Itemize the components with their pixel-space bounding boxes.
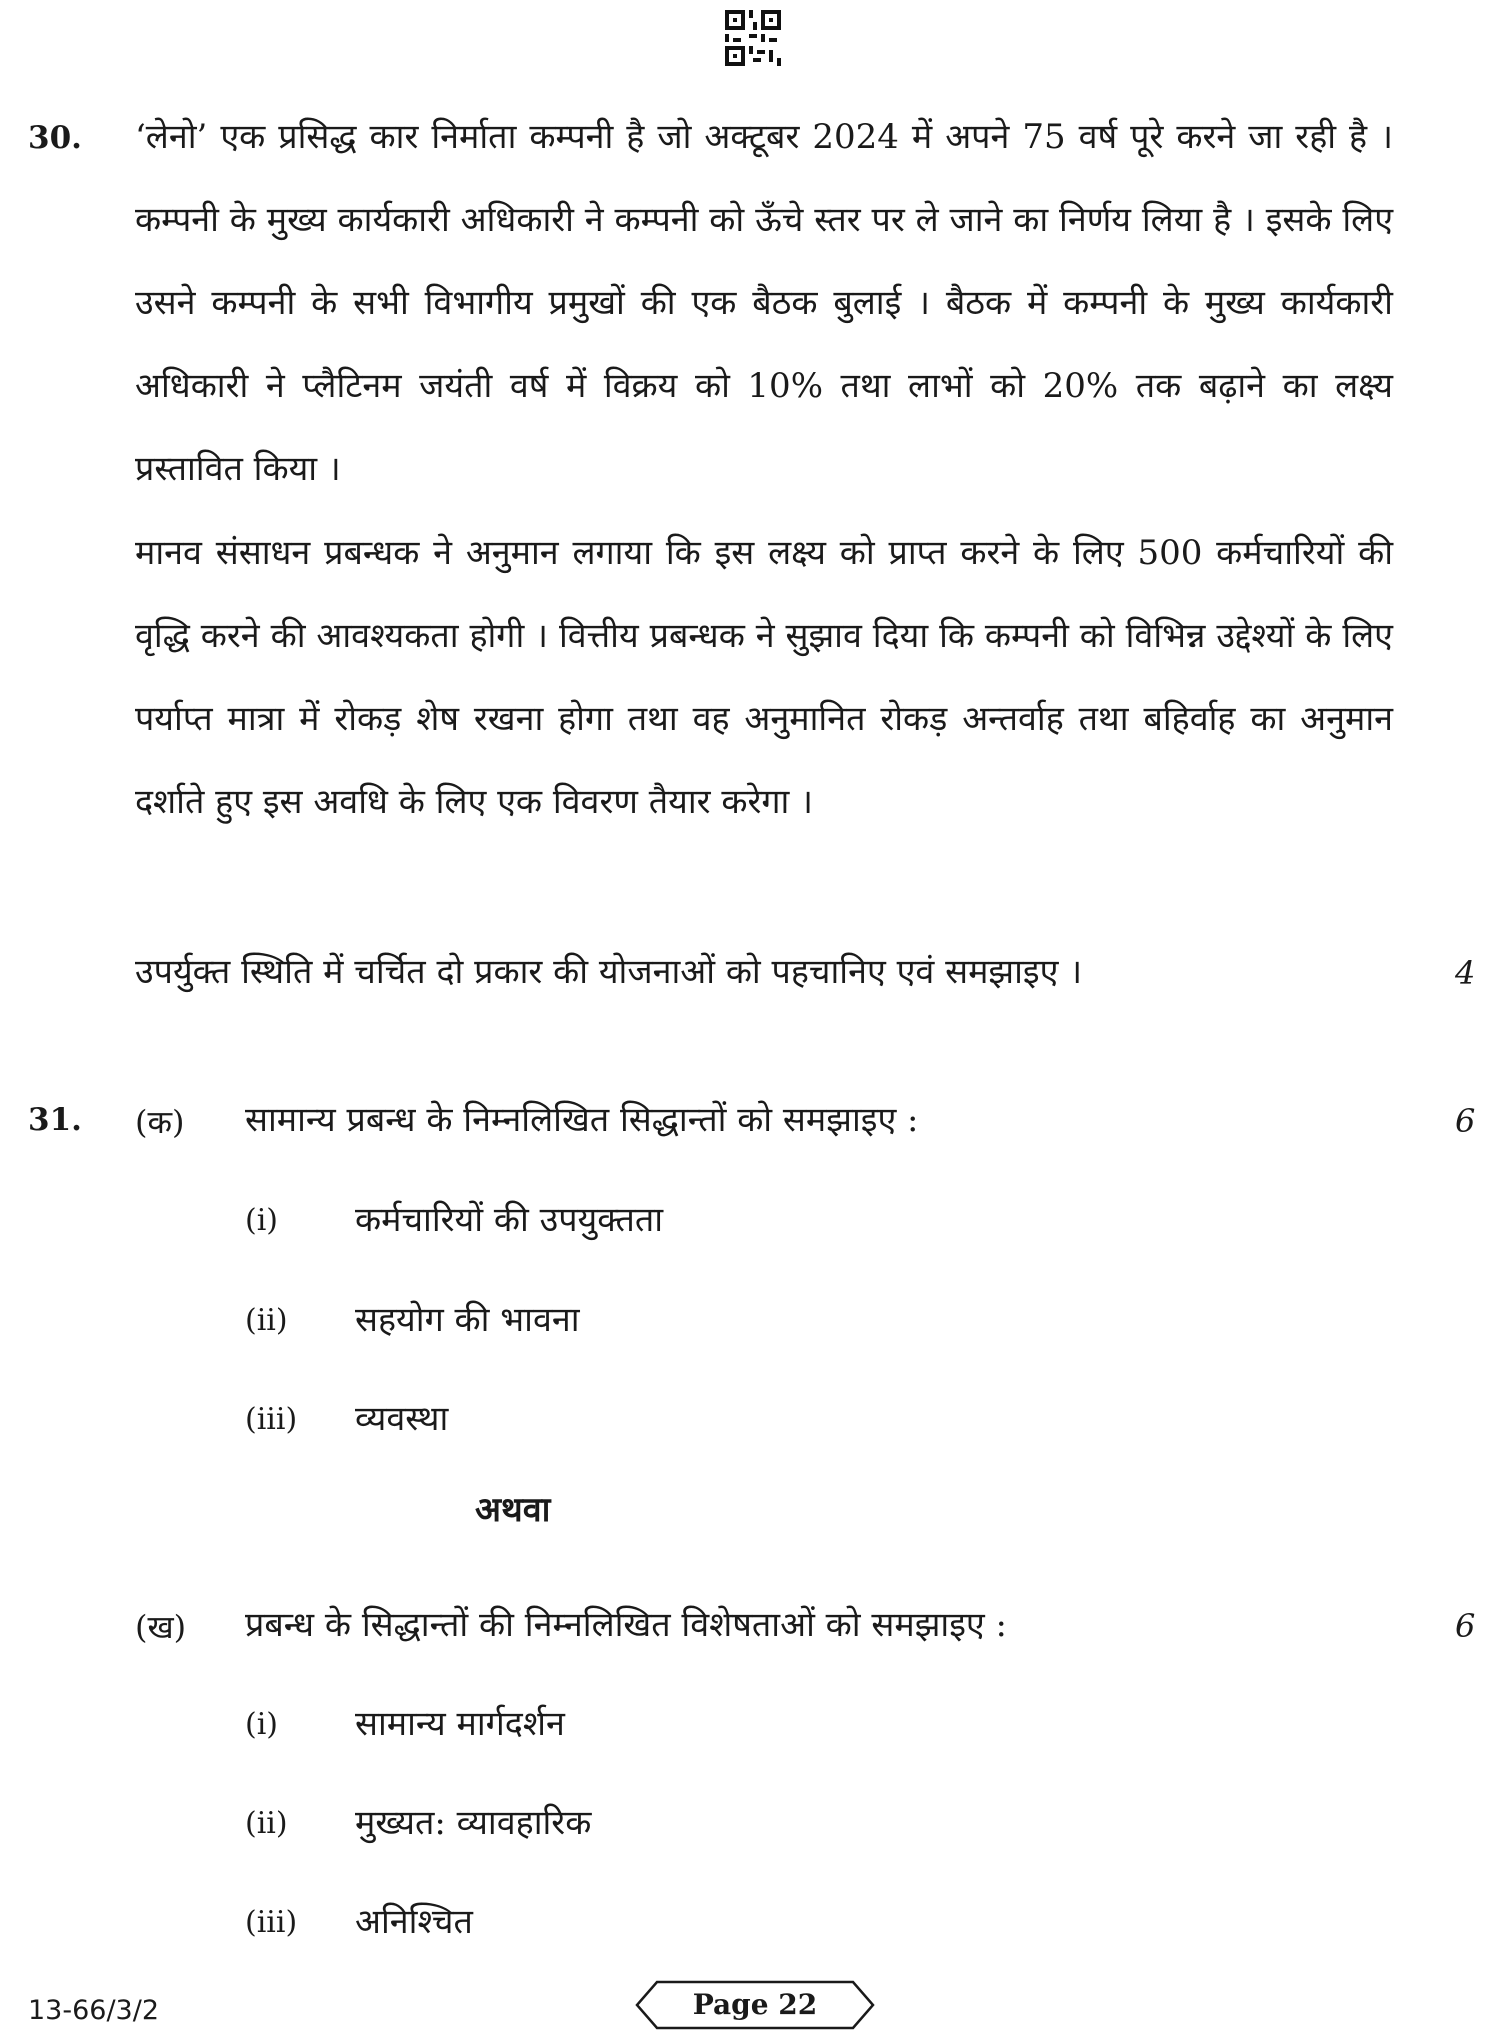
part-a-item-3-text: व्यवस्था	[355, 1399, 449, 1439]
page-number: Page 22	[692, 1988, 818, 2021]
part-b-item-2-number: (ii)	[245, 1806, 288, 1841]
page-number-tag	[635, 1980, 875, 2030]
part-a-item-2-number: (ii)	[245, 1303, 288, 1338]
question-30-paragraph-2: मानव संसाधन प्रबन्धक ने अनुमान लगाया कि इस लक्ष्य को प्राप्त करने के लिए 500 कर्मचारियों की वृद्धि करने की आवश्यकता होगी । वित्तीय प्रबन्धक ने सुझाव दिया कि कम्पनी को विभिन्न उद्देश्यों के लिए पर्याप्त मात्रा में रोकड़ शेष रखना होगा तथा वह अनुमानित रोकड़ अन्तर्वाह तथा बहिर्वाह का अनुमान दर्शाते हुए इस अवधि के लिए एक विवरण तैयार करेगा ।	[135, 533, 1393, 822]
paper-code: 13-66/3/2	[28, 1995, 160, 2026]
part-a-item-2-text: सहयोग की भावना	[355, 1300, 580, 1340]
question-30-prompt: उपर्युक्त स्थिति में चर्चित दो प्रकार की योजनाओं को पहचानिए एवं समझाइए ।	[135, 952, 1083, 992]
part-a-item-3-number: (iii)	[245, 1402, 298, 1437]
part-b-marks: 6	[1455, 1607, 1476, 1645]
part-b-item-1-text: सामान्य मार्गदर्शन	[355, 1704, 565, 1744]
part-a-item-1-text: कर्मचारियों की उपयुक्तता	[355, 1200, 664, 1240]
question-30-paragraph-1: ‘लेनो’ एक प्रसिद्ध कार निर्माता कम्पनी है जो अक्टूबर 2024 में अपने 75 वर्ष पूरे करने जा रही है । कम्पनी के मुख्य कार्यकारी अधिकारी ने कम्पनी को ऊँचे स्तर पर ले जाने का निर्णय लिया है । इसके लिए उसने कम्पनी के सभी विभागीय प्रमुखों की एक बैठक बुलाई । बैठक में कम्पनी के मुख्य कार्यकारी अधिकारी ने प्लैटिनम जयंती वर्ष में विक्रय को 10% तथा लाभों को 20% तक बढ़ाने का लक्ष्य प्रस्तावित किया ।	[135, 117, 1393, 489]
or-divider: अथवा	[475, 1490, 551, 1530]
part-a-label: (क)	[135, 1103, 185, 1141]
part-b-item-2-text: मुख्यत: व्यावहारिक	[355, 1803, 592, 1843]
question-30-marks: 4	[1455, 954, 1476, 992]
question-30-number: 30.	[28, 120, 82, 156]
part-a-question: सामान्य प्रबन्ध के निम्नलिखित सिद्धान्तों को समझाइए :	[245, 1100, 919, 1140]
part-b-label: (ख)	[135, 1608, 187, 1646]
part-a-marks: 6	[1455, 1102, 1476, 1140]
part-b-item-3-number: (iii)	[245, 1905, 298, 1940]
part-a-item-1-number: (i)	[245, 1203, 279, 1238]
part-b-item-3-text: अनिश्चित	[355, 1902, 473, 1942]
part-b-item-1-number: (i)	[245, 1707, 279, 1742]
qr-code	[725, 10, 781, 66]
question-31-number: 31.	[28, 1102, 82, 1138]
part-b-question: प्रबन्ध के सिद्धान्तों की निम्नलिखित विशेषताओं को समझाइए :	[245, 1605, 1007, 1645]
